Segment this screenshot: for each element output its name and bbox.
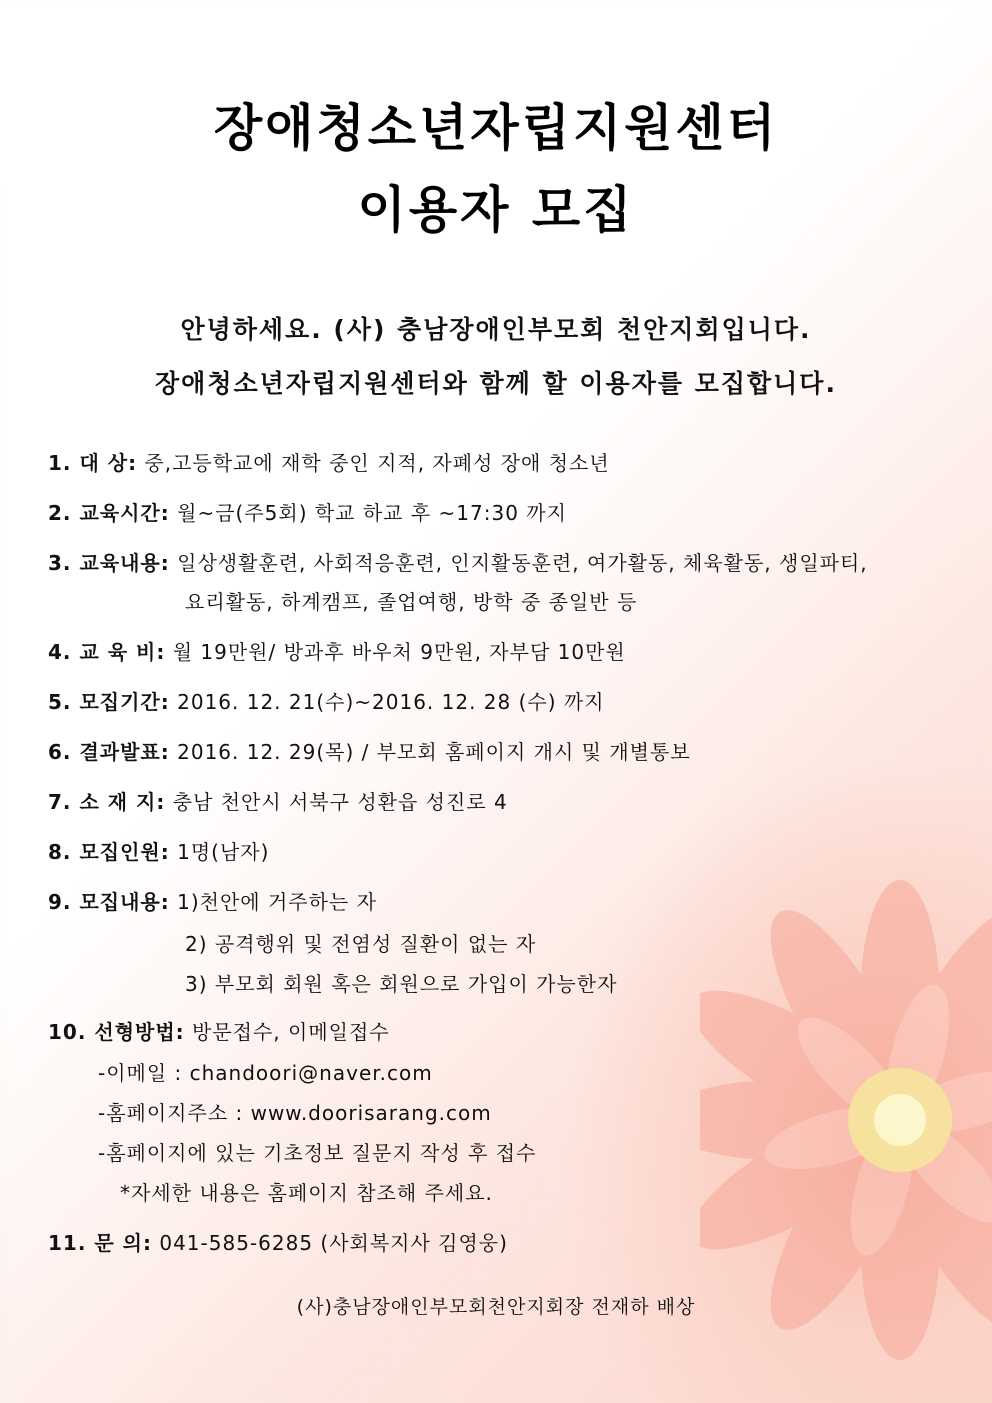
title-line-2: 이용자 모집: [357, 181, 635, 239]
item-headcount: 8. 모집인원: 1명(남자): [48, 840, 270, 864]
item-selection: 10. 선형방법: 방문접수, 이메일접수: [48, 1020, 390, 1044]
item-requirements: 9. 모집내용: 1)천안에 거주하는 자: [48, 890, 377, 914]
item-selection-homepage: -홈페이지주소 : www.doorisarang.com: [98, 1101, 492, 1125]
item-schedule: 2. 교육시간: 월~금(주5회) 학교 하교 후 ~17:30 까지: [48, 501, 567, 525]
item-content-cont: 요리활동, 하계캠프, 졸업여행, 방학 중 종일반 등: [185, 590, 638, 614]
greeting-line-1: 안녕하세요. (사) 충남장애인부모회 천안지회입니다.: [180, 315, 812, 344]
item-selection-note: *자세한 내용은 홈페이지 참조해 주세요.: [120, 1181, 493, 1205]
item-result: 6. 결과발표: 2016. 12. 29(목) / 부모회 홈페이지 개시 및 개별통보: [48, 740, 691, 764]
title-line-1: 장애청소년자립지원센터: [213, 99, 779, 157]
item-location: 7. 소 재 지: 충남 천안시 서북구 성환읍 성진로 4: [48, 790, 508, 814]
item-requirements-2: 2) 공격행위 및 전염성 질환이 없는 자: [185, 932, 537, 956]
greeting-line-2: 장애청소년자립지원센터와 함께 할 이용자를 모집합니다.: [155, 369, 837, 398]
item-selection-email: -이메일 : chandoori@naver.com: [98, 1061, 433, 1085]
item-fee: 4. 교 육 비: 월 19만원/ 방과후 바우처 9만원, 자부담 10만원: [48, 640, 626, 664]
item-selection-questionnaire: -홈페이지에 있는 기초정보 질문지 작성 후 접수: [98, 1141, 537, 1165]
item-period: 5. 모집기간: 2016. 12. 21(수)~2016. 12. 28 (수) 까지: [48, 690, 605, 714]
item-inquiry: 11. 문 의: 041-585-6285 (사회복지사 김영웅): [48, 1231, 508, 1255]
item-target: 1. 대 상: 중,고등학교에 재학 중인 지적, 자폐성 장애 청소년: [48, 451, 610, 475]
footer-signature: (사)충남장애인부모회천안지회장 전재하 배상: [296, 1296, 696, 1318]
item-content: 3. 교육내용: 일상생활훈련, 사회적응훈련, 인지활동훈련, 여가활동, 체육활동, 생일파티,: [48, 551, 868, 575]
item-requirements-3: 3) 부모회 회원 혹은 회원으로 가입이 가능한자: [185, 972, 618, 996]
